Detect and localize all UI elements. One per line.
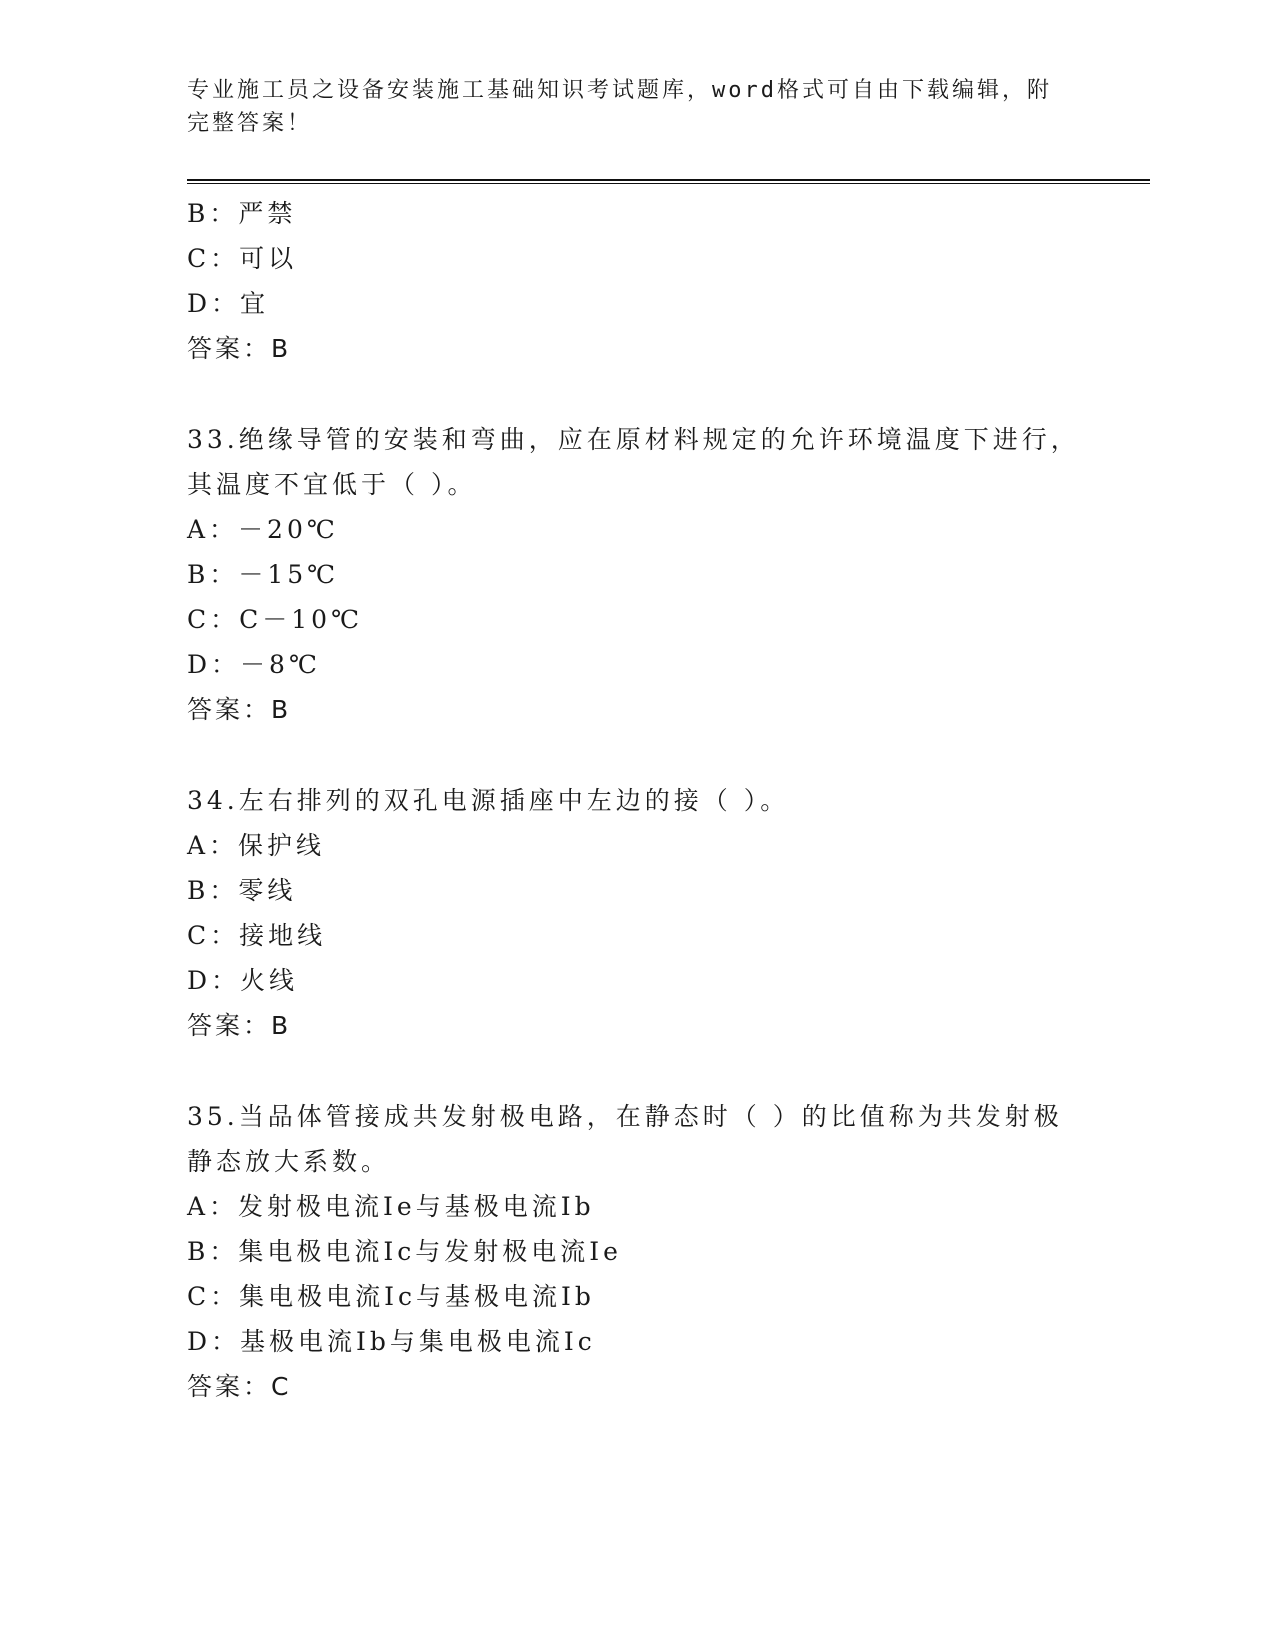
option-b: B：零线	[187, 876, 297, 905]
header-rule-thin	[187, 183, 1150, 184]
option-a: A：发射极电流Ie与基极电流Ib	[187, 1192, 595, 1221]
option-c: C：C－10℃	[187, 605, 364, 634]
option-d: D：宜	[187, 289, 270, 318]
question-stem-continued: 静态放大系数。	[187, 1147, 391, 1176]
option-a: A：－20℃	[187, 515, 339, 544]
question-stem: 34.左右排列的双孔电源插座中左边的接（ ）。	[187, 786, 790, 815]
answer: 答案：B	[187, 1011, 292, 1040]
option-b: B：－15℃	[187, 560, 340, 589]
question-stem-continued: 其温度不宜低于（ ）。	[187, 470, 477, 499]
option-c: C：接地线	[187, 921, 327, 950]
question-35	[187, 1094, 1087, 1409]
option-b: B：集电极电流Ic与发射极电流Ie	[187, 1237, 622, 1266]
option-b: B：严禁	[187, 199, 297, 228]
question-34	[187, 778, 1087, 1048]
previous-question-tail	[187, 191, 1087, 371]
option-d: D：－8℃	[187, 650, 321, 679]
answer: 答案：B	[187, 695, 292, 724]
option-c: C：集电极电流Ic与基极电流Ib	[187, 1282, 595, 1311]
option-d: D：基极电流Ib与集电极电流Ic	[187, 1327, 596, 1356]
header-rule	[187, 179, 1150, 181]
document-header: 专业施工员之设备安装施工基础知识考试题库，word格式可自由下载编辑，附完整答案！	[187, 78, 1052, 136]
option-d: D：火线	[187, 966, 299, 995]
option-c: C：可以	[187, 244, 298, 273]
answer: 答案：B	[187, 334, 292, 363]
question-list	[187, 191, 1087, 1409]
question-stem: 35.当品体管接成共发射极电路，在静态时（ ）的比值称为共发射极	[187, 1102, 1063, 1131]
option-a: A：保护线	[187, 831, 326, 860]
question-33	[187, 417, 1087, 732]
question-stem: 33.绝缘导管的安装和弯曲，应在原材料规定的允许环境温度下进行，	[187, 425, 1080, 454]
answer: 答案：C	[187, 1372, 292, 1401]
